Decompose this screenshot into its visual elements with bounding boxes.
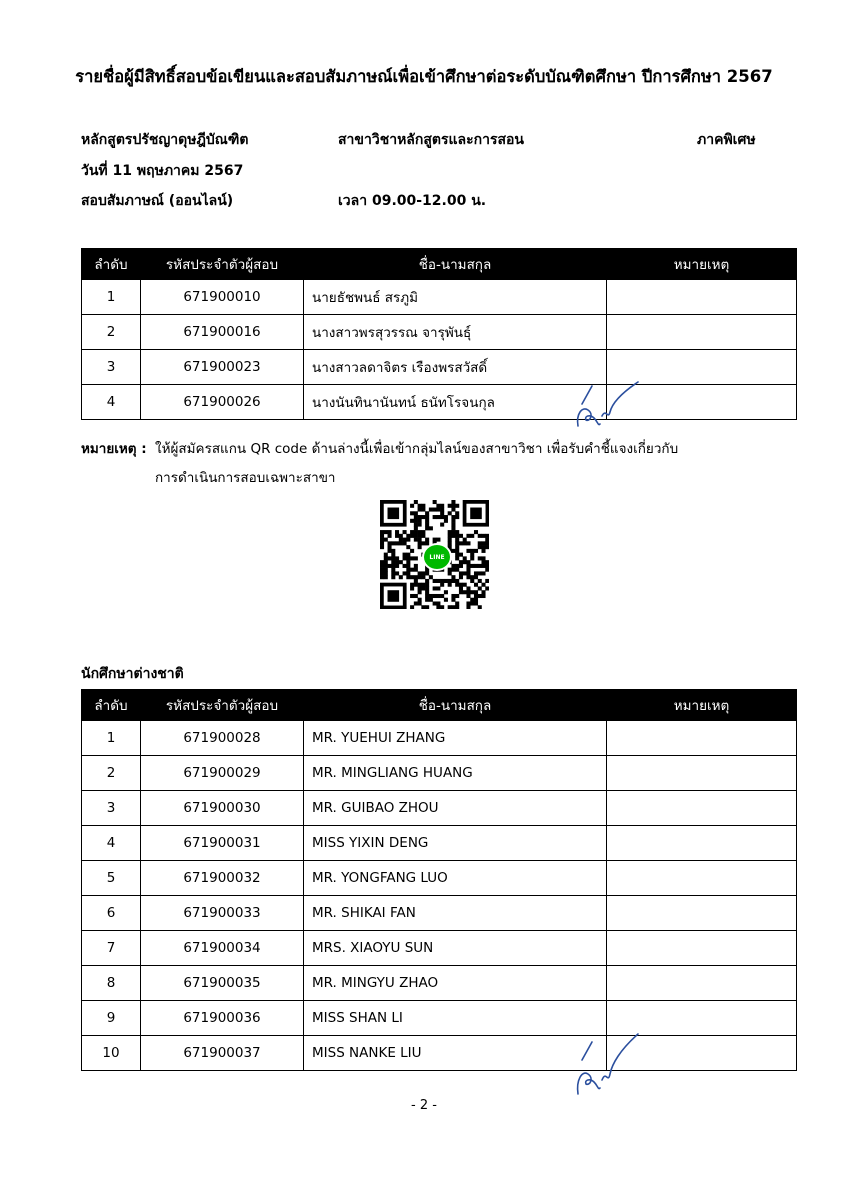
row-id: 671900036 [141,1001,304,1036]
row-name: MR. GUIBAO ZHOU [304,791,607,826]
header-id: รหัสประจำตัวผู้สอบ [141,690,304,721]
table-row [82,826,797,861]
row-no: 3 [82,791,141,826]
note-line-2: การดำเนินการสอบเฉพาะสาขา [155,470,336,486]
row-no: 4 [82,826,141,861]
signature-initials [572,1030,644,1098]
row-id: 671900037 [141,1036,304,1071]
table-row [82,350,797,385]
header-no: ลำดับ [82,690,141,721]
row-id: 671900029 [141,756,304,791]
row-id: 671900030 [141,791,304,826]
table-row [82,791,797,826]
exam-time: เวลา 09.00-12.00 น. [338,193,487,209]
header-id: รหัสประจำตัวผู้สอบ [141,249,304,280]
row-name: นายธัชพนธ์ สรภูมิ [304,280,607,315]
row-remark [607,721,797,756]
row-name: MRS. XIAOYU SUN [304,931,607,966]
page-number: - 2 - [411,1098,437,1113]
row-no: 7 [82,931,141,966]
row-id: 671900032 [141,861,304,896]
table-row [82,756,797,791]
row-no: 9 [82,1001,141,1036]
program-name: หลักสูตรปรัชญาดุษฎีบัณฑิต [81,132,249,148]
table-header-row [82,249,797,280]
qr-code [380,500,489,609]
foreign-students-table [81,689,797,1071]
row-no: 5 [82,861,141,896]
row-no: 2 [82,756,141,791]
note-label: หมายเหตุ : [81,441,147,457]
table-row [82,385,797,420]
row-remark [607,315,797,350]
row-name: นางสาวลดาจิตร เรืองพรสวัสดิ์ [304,350,607,385]
line-logo [422,543,452,571]
row-remark [607,791,797,826]
table-row [82,721,797,756]
row-no: 4 [82,385,141,420]
row-id: 671900026 [141,385,304,420]
row-remark [607,756,797,791]
row-name: นางนันทินานันทน์ ธนัทโรจนกุล [304,385,607,420]
row-no: 2 [82,315,141,350]
table-row [82,1001,797,1036]
row-remark [607,931,797,966]
row-name: MR. YONGFANG LUO [304,861,607,896]
row-no: 1 [82,721,141,756]
header-no: ลำดับ [82,249,141,280]
row-name: MR. MINGYU ZHAO [304,966,607,1001]
note-line-1: ให้ผู้สมัครสแกน QR code ด้านล่างนี้เพื่อเข้ากลุ่มไลน์ของสาขาวิชา เพื่อรับคำชี้แจงเกี่ยวกับ [155,441,679,457]
header-remark: หมายเหตุ [607,249,797,280]
row-name: MISS YIXIN DENG [304,826,607,861]
row-no: 6 [82,896,141,931]
row-remark [607,861,797,896]
section-name: ภาคพิเศษ [697,132,756,148]
thai-students-table [81,248,797,420]
table-row [82,931,797,966]
header-remark: หมายเหตุ [607,690,797,721]
header-name: ชื่อ-นามสกุล [304,249,607,280]
document-title: รายชื่อผู้มีสิทธิ์สอบข้อเขียนและสอบสัมภาษณ์เพื่อเข้าศึกษาต่อระดับบัณฑิตศึกษา ปีการศึกษา 2567 [75,67,773,86]
row-no: 1 [82,280,141,315]
signature-initials [572,380,644,432]
row-id: 671900034 [141,931,304,966]
row-id: 671900010 [141,280,304,315]
line-logo-text: LINE [429,553,445,561]
table-row [82,1036,797,1071]
exam-date: วันที่ 11 พฤษภาคม 2567 [81,163,244,179]
row-name: MR. SHIKAI FAN [304,896,607,931]
row-no: 3 [82,350,141,385]
row-name: MISS NANKE LIU [304,1036,607,1071]
row-no: 10 [82,1036,141,1071]
row-remark [607,896,797,931]
table-header-row [82,690,797,721]
row-name: MR. YUEHUI ZHANG [304,721,607,756]
table-row [82,861,797,896]
row-id: 671900031 [141,826,304,861]
row-remark [607,966,797,1001]
row-id: 671900035 [141,966,304,1001]
row-no: 8 [82,966,141,1001]
row-remark [607,826,797,861]
row-id: 671900016 [141,315,304,350]
row-id: 671900033 [141,896,304,931]
interview-type: สอบสัมภาษณ์ (ออนไลน์) [81,193,234,209]
table-row [82,280,797,315]
major-name: สาขาวิชาหลักสูตรและการสอน [338,132,525,148]
row-name: นางสาวพรสุวรรณ จารุพันธุ์ [304,315,607,350]
row-name: MISS SHAN LI [304,1001,607,1036]
row-remark [607,280,797,315]
row-name: MR. MINGLIANG HUANG [304,756,607,791]
table-row [82,896,797,931]
foreign-students-label: นักศึกษาต่างชาติ [81,666,184,682]
row-id: 671900028 [141,721,304,756]
table-row [82,315,797,350]
row-id: 671900023 [141,350,304,385]
table-row [82,966,797,1001]
header-name: ชื่อ-นามสกุล [304,690,607,721]
